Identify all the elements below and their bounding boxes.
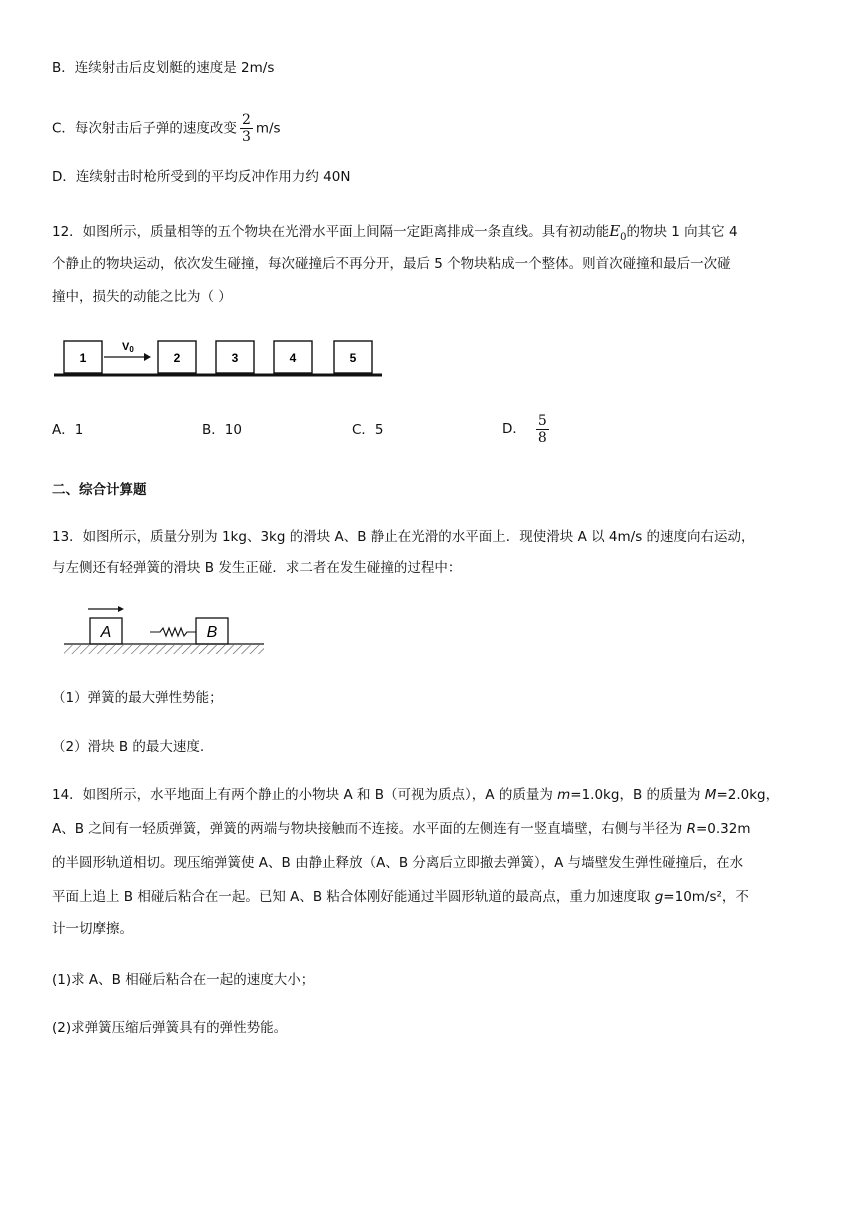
q11-option-c-unit: m/s bbox=[255, 120, 281, 137]
section-heading: 二、综合计算题 bbox=[52, 482, 147, 498]
velocity-arrowhead bbox=[118, 606, 124, 612]
energy-letter: E bbox=[609, 222, 621, 240]
q12-line-1 bbox=[52, 221, 738, 248]
q12-text-1: 12．如图所示，质量相等的五个物块在光滑水平面上间隔一定距离排成一条直线。具有初动能 bbox=[52, 224, 610, 240]
var-g: g bbox=[654, 889, 664, 905]
q12-option-a: A．1 bbox=[52, 422, 84, 438]
q12-option-d bbox=[502, 406, 552, 452]
q11-option-d: D．连续射击时枪所受到的平均反冲作用力约 40N bbox=[52, 169, 351, 185]
spring bbox=[150, 628, 196, 636]
q14-line-1 bbox=[52, 785, 779, 805]
velocity-arrowhead bbox=[144, 353, 151, 361]
q14-text: 平面上追上 B 相碰后粘合在一起。已知 A、B 粘合体刚好能通过半圆形轨道的最高点，重力加速度取 bbox=[52, 889, 655, 905]
block-4-label: 4 bbox=[289, 351, 297, 365]
block-3-label: 3 bbox=[231, 351, 239, 365]
q12-energy-symbol bbox=[609, 222, 627, 243]
q12-text-1-post: 的物块 1 向其它 4 bbox=[626, 224, 738, 240]
q13-subquestion-2: （2）滑块 B 的最大速度. bbox=[52, 739, 205, 755]
q14-text: =10m/s²，不 bbox=[663, 889, 749, 905]
energy-subscript: 0 bbox=[620, 232, 627, 243]
q14-text: =0.32m bbox=[695, 821, 751, 837]
q12-option-c: C．5 bbox=[352, 422, 384, 438]
fraction-denominator: 3 bbox=[241, 129, 251, 145]
q14-line-3: 的半圆形轨道相切。现压缩弹簧使 A、B 由静止释放（A、B 分离后立即撤去弹簧），A 与墙壁发生弹性碰撞后，在水 bbox=[52, 855, 744, 871]
q13-line-1: 13．如图所示，质量分别为 1kg、3kg 的滑块 A、B 静止在光滑的水平面上．现使滑块 A 以 4m/s 的速度向右运动， bbox=[52, 529, 755, 545]
q11-option-c-text: C．每次射击后子弹的速度改变 bbox=[52, 120, 237, 137]
q14-line-5: 计一切摩擦。 bbox=[52, 921, 133, 937]
q14-text: A、B 之间有一轻质弹簧，弹簧的两端与物块接触而不连接。水平面的左侧连有一竖直墙壁，右侧与半径为 bbox=[52, 821, 687, 837]
block-5-label: 5 bbox=[349, 351, 357, 365]
q12-option-b: B．10 bbox=[202, 422, 242, 438]
fraction-denominator: 8 bbox=[537, 429, 547, 446]
block-2-label: 2 bbox=[173, 351, 181, 365]
fraction-numerator: 5 bbox=[537, 412, 547, 429]
q12-option-d-prefix: D． bbox=[502, 421, 526, 437]
ground-hatching bbox=[64, 645, 264, 654]
q13-line-2: 与左侧还有轻弹簧的滑块 B 发生正碰．求二者在发生碰撞的过程中： bbox=[52, 560, 462, 576]
block-1-label: 1 bbox=[79, 351, 87, 365]
q13-collision-figure bbox=[62, 604, 268, 658]
fraction-numerator: 2 bbox=[241, 112, 251, 128]
q12-option-d-fraction bbox=[536, 413, 549, 446]
q14-subquestion-2: (2)求弹簧压缩后弹簧具有的弹性势能。 bbox=[52, 1020, 288, 1036]
q13-subquestion-1: （1）弹簧的最大弹性势能； bbox=[52, 690, 223, 706]
var-R: R bbox=[686, 821, 696, 837]
var-m: m bbox=[557, 787, 571, 803]
q12-blocks-figure bbox=[52, 338, 386, 382]
q12-line-2: 个静止的物块运动，依次发生碰撞，每次碰撞后不再分开，最后 5 个物块粘成一个整体。则首次碰撞和最后一次碰 bbox=[52, 256, 731, 272]
q14-line-2 bbox=[52, 819, 751, 839]
q14-line-4 bbox=[52, 887, 749, 907]
q14-text: 14．如图所示，水平地面上有两个静止的小物块 A 和 B（可视为质点），A 的质量为 bbox=[52, 787, 558, 803]
q14-subquestion-1: (1)求 A、B 相碰后粘合在一起的速度大小； bbox=[52, 972, 315, 988]
block-b-label: B bbox=[206, 624, 218, 641]
q14-text: =1.0kg，B 的质量为 bbox=[570, 787, 705, 803]
block-a-label: A bbox=[100, 624, 112, 641]
q14-text: =2.0kg， bbox=[716, 787, 780, 803]
q12-line-3: 撞中，损失的动能之比为（ ） bbox=[52, 289, 232, 305]
q11-option-c bbox=[52, 112, 281, 145]
q11-option-c-fraction bbox=[240, 112, 253, 145]
velocity-label: V0 bbox=[122, 341, 134, 354]
var-M: M bbox=[704, 787, 717, 803]
q11-option-b: B．连续射击后皮划艇的速度是 2m/s bbox=[52, 60, 275, 76]
